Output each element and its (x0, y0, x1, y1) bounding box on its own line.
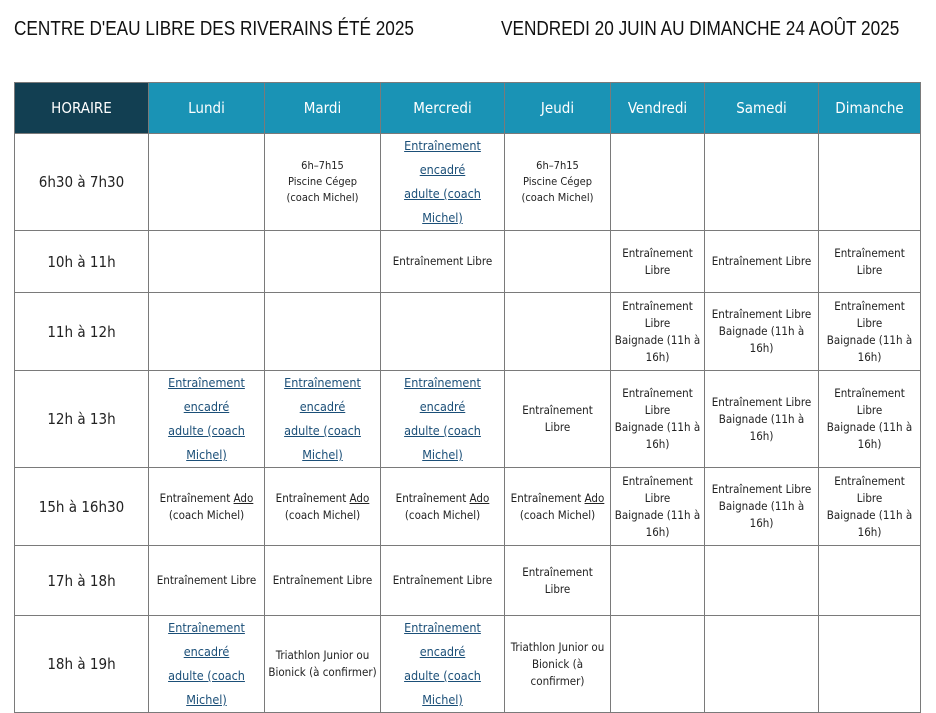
time-slot: 15h à 16h30 (15, 468, 149, 546)
cell-line: Entraînement Libre (272, 573, 373, 587)
schedule-cell (819, 293, 921, 371)
schedule-cell (381, 546, 505, 616)
cell-line: 16h) (645, 524, 670, 539)
schedule-cell (705, 231, 819, 293)
schedule-cell (705, 468, 819, 546)
schedule-cell (611, 546, 705, 616)
cell-text: Entraînement (510, 490, 585, 505)
cell-line (268, 490, 377, 507)
coached-training-link[interactable] (152, 616, 261, 712)
header-day: Vendredi (611, 83, 705, 134)
cell-line: 16h) (645, 437, 670, 451)
link-line: adulte (coach Michel) (284, 423, 361, 462)
link-line: Entraînement encadré (168, 375, 245, 414)
schedule-cell (265, 616, 381, 713)
cell-line: Baignade (11h à (614, 420, 701, 434)
cell-line: 6h–7h15 (536, 159, 579, 172)
schedule-cell (505, 371, 611, 468)
schedule-cell (265, 134, 381, 231)
schedule-cell (381, 231, 505, 293)
cell-line: Entraînement Libre (711, 394, 812, 409)
schedule-cell (149, 546, 265, 616)
cell-line: (coach Michel) (284, 507, 361, 522)
cell-line: (coach Michel) (168, 507, 245, 522)
cell-line: Triathlon Junior ou (275, 648, 370, 662)
link-line: Entraînement encadré (404, 138, 481, 177)
table-row (15, 371, 921, 468)
time-slot: 12h à 13h (15, 371, 149, 468)
link-line: Entraînement encadré (168, 620, 245, 659)
schedule-cell (505, 293, 611, 371)
schedule-cell (505, 546, 611, 616)
cell-line: Baignade (11h à 16h) (718, 324, 805, 355)
cell-line: Baignade (11h à 16h) (826, 507, 913, 539)
schedule-table (14, 82, 921, 713)
cell-text: Entraînement (395, 490, 470, 505)
title-right: VENDREDI 20 JUIN AU DIMANCHE 24 AOÛT 2025 (501, 18, 900, 40)
cell-line: Entraînement Libre (156, 573, 257, 587)
link-line: Entraînement encadré (404, 620, 481, 659)
cell-line: Entraînement Libre (522, 403, 593, 434)
cell-line: Entraînement Libre (622, 473, 693, 505)
schedule-cell (611, 293, 705, 371)
schedule-cell (149, 231, 265, 293)
cell-line: Baignade (11h à (614, 332, 701, 347)
schedule-cell (149, 371, 265, 468)
schedule-cell (149, 293, 265, 371)
table-row (15, 231, 921, 293)
schedule-cell (149, 468, 265, 546)
schedule-cell (819, 546, 921, 616)
cell-line: Piscine Cégep (288, 175, 357, 188)
header-day: Mardi (265, 83, 381, 134)
cell-line: Baignade (11h à (614, 507, 701, 522)
cell-line: (coach Michel) (286, 191, 359, 204)
schedule-cell (505, 616, 611, 713)
cell-line: (coach Michel) (521, 191, 594, 204)
schedule-cell (819, 371, 921, 468)
schedule-cell (149, 616, 265, 713)
cell-line: 16h) (645, 349, 670, 364)
cell-text: Entraînement (275, 490, 350, 505)
link-line: adulte (coach Michel) (404, 423, 481, 462)
header-horaire: HORAIRE (15, 83, 149, 134)
link-line: adulte (coach Michel) (404, 186, 481, 225)
cell-line: Entraînement Libre (834, 245, 905, 277)
cell-line: 6h–7h15 (301, 159, 344, 172)
time-slot: 6h30 à 7h30 (15, 134, 149, 231)
cell-line: (coach Michel) (404, 507, 481, 522)
cell-line: Bionick (à confirmer) (530, 656, 585, 688)
link-line: Entraînement encadré (284, 375, 361, 414)
coached-training-link[interactable] (268, 371, 377, 467)
ado-label: Ado (584, 490, 605, 505)
link-line: adulte (coach Michel) (404, 668, 481, 707)
cell-line (384, 490, 501, 507)
cell-line: Entraînement Libre (392, 573, 493, 587)
time-slot: 18h à 19h (15, 616, 149, 713)
table-row (15, 468, 921, 546)
coached-training-link[interactable] (384, 134, 501, 230)
cell-line: Entraînement Libre (622, 298, 693, 330)
schedule-cell (381, 293, 505, 371)
table-row (15, 134, 921, 231)
table-row (15, 616, 921, 713)
cell-line: Baignade (11h à 16h) (718, 499, 805, 530)
table-row (15, 546, 921, 616)
table-row (15, 293, 921, 371)
cell-line: Entraînement Libre (711, 254, 812, 268)
schedule-cell (819, 616, 921, 713)
cell-line: Entraînement Libre (834, 298, 905, 330)
schedule-cell (265, 293, 381, 371)
schedule-cell (819, 134, 921, 231)
schedule-cell (705, 371, 819, 468)
schedule-cell (149, 134, 265, 231)
header-day: Dimanche (819, 83, 921, 134)
cell-line: Bionick (à confirmer) (268, 665, 377, 679)
header-row (15, 83, 921, 134)
ado-label: Ado (233, 490, 254, 505)
cell-line: Baignade (11h à 16h) (826, 332, 913, 364)
header-day: Lundi (149, 83, 265, 134)
schedule-cell (705, 546, 819, 616)
time-slot: 10h à 11h (15, 231, 149, 293)
schedule-cell (381, 468, 505, 546)
link-line: adulte (coach Michel) (168, 423, 245, 462)
schedule-cell (381, 371, 505, 468)
header-day: Jeudi (505, 83, 611, 134)
schedule-cell (265, 468, 381, 546)
cell-line: Piscine Cégep (523, 175, 592, 188)
schedule-cell (705, 134, 819, 231)
ado-label: Ado (349, 490, 370, 505)
schedule-cell (611, 371, 705, 468)
link-line: adulte (coach Michel) (168, 668, 245, 707)
coached-training-link[interactable] (384, 616, 501, 712)
schedule-cell (265, 546, 381, 616)
cell-line: Baignade (11h à 16h) (718, 411, 805, 443)
coached-training-link[interactable] (152, 371, 261, 467)
schedule-cell (611, 468, 705, 546)
cell-line (508, 490, 607, 507)
header-day: Samedi (705, 83, 819, 134)
schedule-cell (819, 468, 921, 546)
cell-line (152, 490, 261, 507)
schedule-cell (505, 231, 611, 293)
title-left: CENTRE D'EAU LIBRE DES RIVERAINS ÉTÉ 2025 (14, 18, 414, 40)
schedule-cell (705, 616, 819, 713)
schedule-cell (265, 371, 381, 468)
schedule-cell (381, 134, 505, 231)
time-slot: 17h à 18h (15, 546, 149, 616)
schedule-cell (505, 468, 611, 546)
coached-training-link[interactable] (384, 371, 501, 467)
cell-line: Baignade (11h à 16h) (826, 420, 913, 451)
cell-line: Entraînement Libre (834, 473, 905, 505)
cell-line: Entraînement Libre (622, 386, 693, 417)
schedule-cell (611, 231, 705, 293)
header-day: Mercredi (381, 83, 505, 134)
cell-text: Entraînement (159, 490, 234, 505)
cell-line: Entraînement Libre (622, 245, 693, 277)
schedule-cell (505, 134, 611, 231)
page-title (14, 18, 934, 41)
ado-label: Ado (469, 490, 490, 505)
cell-line: Entraînement Libre (711, 307, 812, 321)
time-slot: 11h à 12h (15, 293, 149, 371)
schedule-cell (265, 231, 381, 293)
cell-line: Entraînement Libre (834, 386, 905, 417)
schedule-cell (611, 134, 705, 231)
cell-line: (coach Michel) (519, 507, 596, 522)
cell-line: Entraînement Libre (711, 482, 812, 496)
cell-line: Triathlon Junior ou (510, 639, 605, 654)
cell-line: Entraînement Libre (522, 564, 593, 596)
schedule-cell (611, 616, 705, 713)
cell-line: Entraînement Libre (392, 254, 493, 268)
schedule-cell (705, 293, 819, 371)
link-line: Entraînement encadré (404, 375, 481, 414)
schedule-cell (819, 231, 921, 293)
schedule-cell (381, 616, 505, 713)
